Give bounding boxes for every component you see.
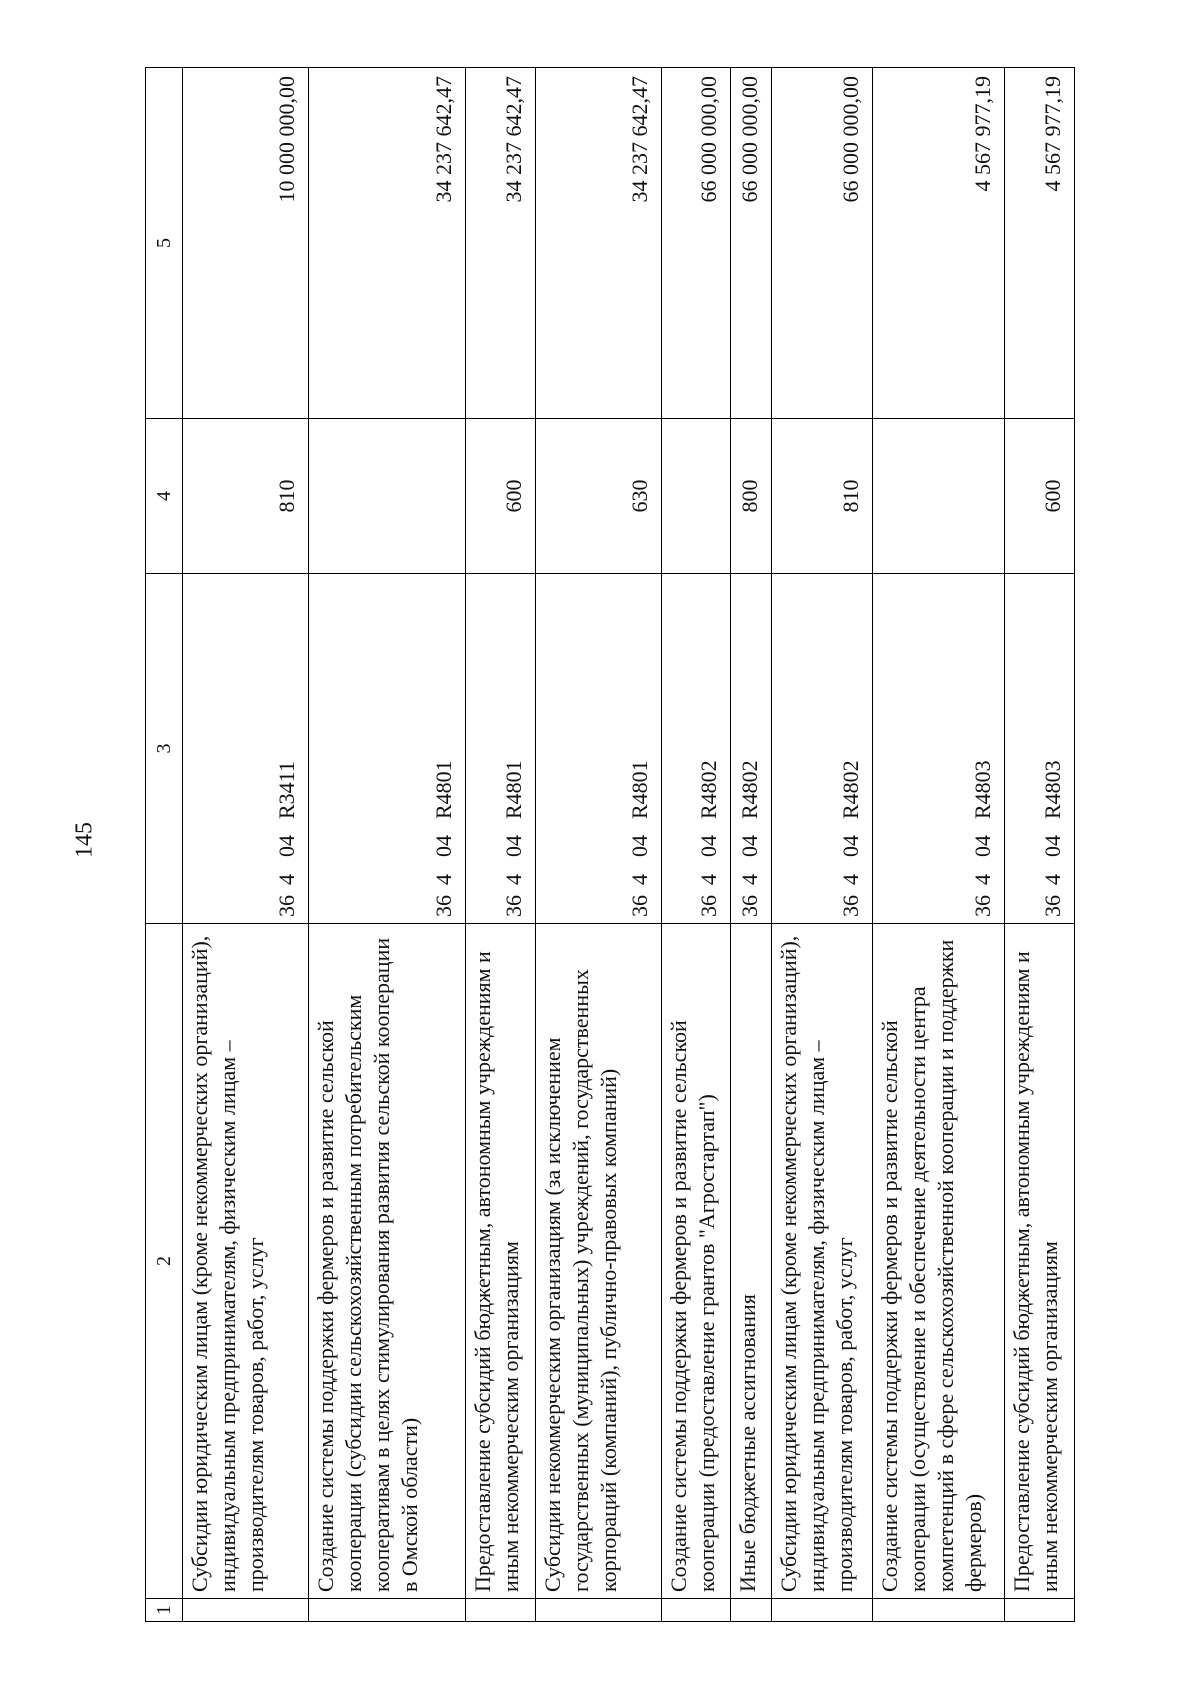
- expense-type-cell: 810: [183, 419, 309, 574]
- index-cell: [183, 1599, 309, 1622]
- code-part: R4801: [431, 760, 457, 819]
- code-part: R4802: [736, 760, 762, 819]
- index-cell: [731, 1599, 771, 1622]
- amount-cell: 10 000 000,00: [183, 68, 309, 419]
- expense-type-cell: 810: [771, 419, 872, 574]
- code-part: R4802: [837, 760, 863, 819]
- index-cell: [661, 1599, 731, 1622]
- table-row: [466, 68, 536, 1622]
- code-part: 36: [1040, 895, 1065, 917]
- header-cell-5: 5: [146, 68, 183, 419]
- classification-code-cell: [872, 574, 1005, 924]
- code-part: 4: [837, 874, 863, 885]
- description-cell: Предоставление субсидий бюджетным, автономным учреждениям и иным некоммерческим организациям: [1005, 924, 1075, 1599]
- index-cell: [1005, 1599, 1075, 1622]
- description-cell: Субсидии юридическим лицам (кроме некоммерческих организаций), индивидуальным предпринимателям, физическим лицам – производителям товаров, работ, услуг: [771, 924, 872, 1599]
- expense-type-cell: [308, 419, 465, 574]
- index-cell: [535, 1599, 661, 1622]
- table-row: [872, 68, 1005, 1622]
- code-part: 04: [696, 835, 722, 857]
- code-part: 36: [273, 895, 299, 917]
- table-row: [1005, 68, 1075, 1622]
- amount-cell: 66 000 000,00: [661, 68, 731, 419]
- code-part: 36: [970, 895, 996, 917]
- code-part: 4: [273, 874, 299, 885]
- code-part: 4: [431, 874, 457, 885]
- amount-cell: 34 237 642,47: [308, 68, 465, 419]
- classification-code-cell: [771, 574, 872, 924]
- expense-type-cell: 600: [466, 419, 536, 574]
- table-row: [661, 68, 731, 1622]
- expense-type-cell: 600: [1005, 419, 1075, 574]
- code-part: 04: [736, 835, 762, 857]
- code-part: 4: [500, 874, 526, 885]
- code-part: 4: [970, 874, 996, 885]
- code-part: R3411: [273, 761, 299, 819]
- classification-code-cell: [466, 574, 536, 924]
- table-row: [535, 68, 661, 1622]
- description-cell: Субсидии юридическим лицам (кроме некоммерческих организаций), индивидуальным предпринимателям, физическим лицам – производителям товаров, работ, услуг: [183, 924, 309, 1599]
- description-cell: Создание системы поддержки фермеров и развитие сельской кооперации (предоставление грантов "Агростартап"): [661, 924, 731, 1599]
- classification-code-cell: [183, 574, 309, 924]
- code-part: R4802: [696, 760, 722, 819]
- code-part: 36: [696, 895, 722, 917]
- code-part: R4803: [1040, 760, 1065, 819]
- budget-table: [145, 67, 1075, 1622]
- code-part: 04: [1040, 835, 1065, 857]
- table-row: [731, 68, 771, 1622]
- header-cell-4: 4: [146, 419, 183, 574]
- code-part: 04: [837, 835, 863, 857]
- amount-cell: 4 567 977,19: [872, 68, 1005, 419]
- page-number: 145: [71, 822, 98, 858]
- description-cell: Субсидии некоммерческим организациям (за исключением государственных (муниципальных) учреждений, государственных корпораций (компаний), публично-правовых компаний): [535, 924, 661, 1599]
- amount-cell: 4 567 977,19: [1005, 68, 1075, 419]
- classification-code-cell: [535, 574, 661, 924]
- classification-code-cell: [661, 574, 731, 924]
- header-cell-1: 1: [146, 1599, 183, 1622]
- amount-cell: 66 000 000,00: [771, 68, 872, 419]
- code-part: 36: [837, 895, 863, 917]
- amount-cell: 34 237 642,47: [466, 68, 536, 419]
- amount-cell: 66 000 000,00: [731, 68, 771, 419]
- code-part: 04: [970, 835, 996, 857]
- expense-type-cell: [872, 419, 1005, 574]
- description-cell: Создание системы поддержки фермеров и развитие сельской кооперации (субсидии сельскохозяйственным потребительским кооперативам в целях стимулирования развития сельской кооперации в Омской области): [308, 924, 465, 1599]
- rotated-page-content: [145, 68, 1075, 1622]
- code-part: 4: [1040, 874, 1065, 885]
- description-cell: Создание системы поддержки фермеров и развитие сельской кооперации (осуществление и обеспечение деятельности центра компетенций в сфере сельскохозяйственной кооперации и поддержки фермеров): [872, 924, 1005, 1599]
- index-cell: [308, 1599, 465, 1622]
- table-row: [771, 68, 872, 1622]
- code-part: 36: [626, 895, 652, 917]
- description-cell: Иные бюджетные ассигнования: [731, 924, 771, 1599]
- code-part: 36: [736, 895, 762, 917]
- code-part: 36: [431, 895, 457, 917]
- index-cell: [872, 1599, 1005, 1622]
- code-part: R4801: [500, 760, 526, 819]
- code-part: R4803: [970, 760, 996, 819]
- table-row: [183, 68, 309, 1622]
- description-cell: Предоставление субсидий бюджетным, автономным учреждениям и иным некоммерческим организациям: [466, 924, 536, 1599]
- code-part: 4: [736, 874, 762, 885]
- code-part: 04: [273, 835, 299, 857]
- header-cell-3: 3: [146, 574, 183, 924]
- code-part: 04: [626, 835, 652, 857]
- code-part: 04: [431, 835, 457, 857]
- code-part: 4: [626, 874, 652, 885]
- expense-type-cell: 800: [731, 419, 771, 574]
- table-row: [308, 68, 465, 1622]
- expense-type-cell: [661, 419, 731, 574]
- classification-code-cell: [1005, 574, 1075, 924]
- code-part: 4: [696, 874, 722, 885]
- header-cell-2: 2: [146, 924, 183, 1599]
- code-part: 36: [500, 895, 526, 917]
- index-cell: [771, 1599, 872, 1622]
- header-row: [146, 68, 183, 1622]
- expense-type-cell: 630: [535, 419, 661, 574]
- amount-cell: 34 237 642,47: [535, 68, 661, 419]
- code-part: R4801: [626, 760, 652, 819]
- classification-code-cell: [308, 574, 465, 924]
- index-cell: [466, 1599, 536, 1622]
- code-part: 04: [500, 835, 526, 857]
- classification-code-cell: [731, 574, 771, 924]
